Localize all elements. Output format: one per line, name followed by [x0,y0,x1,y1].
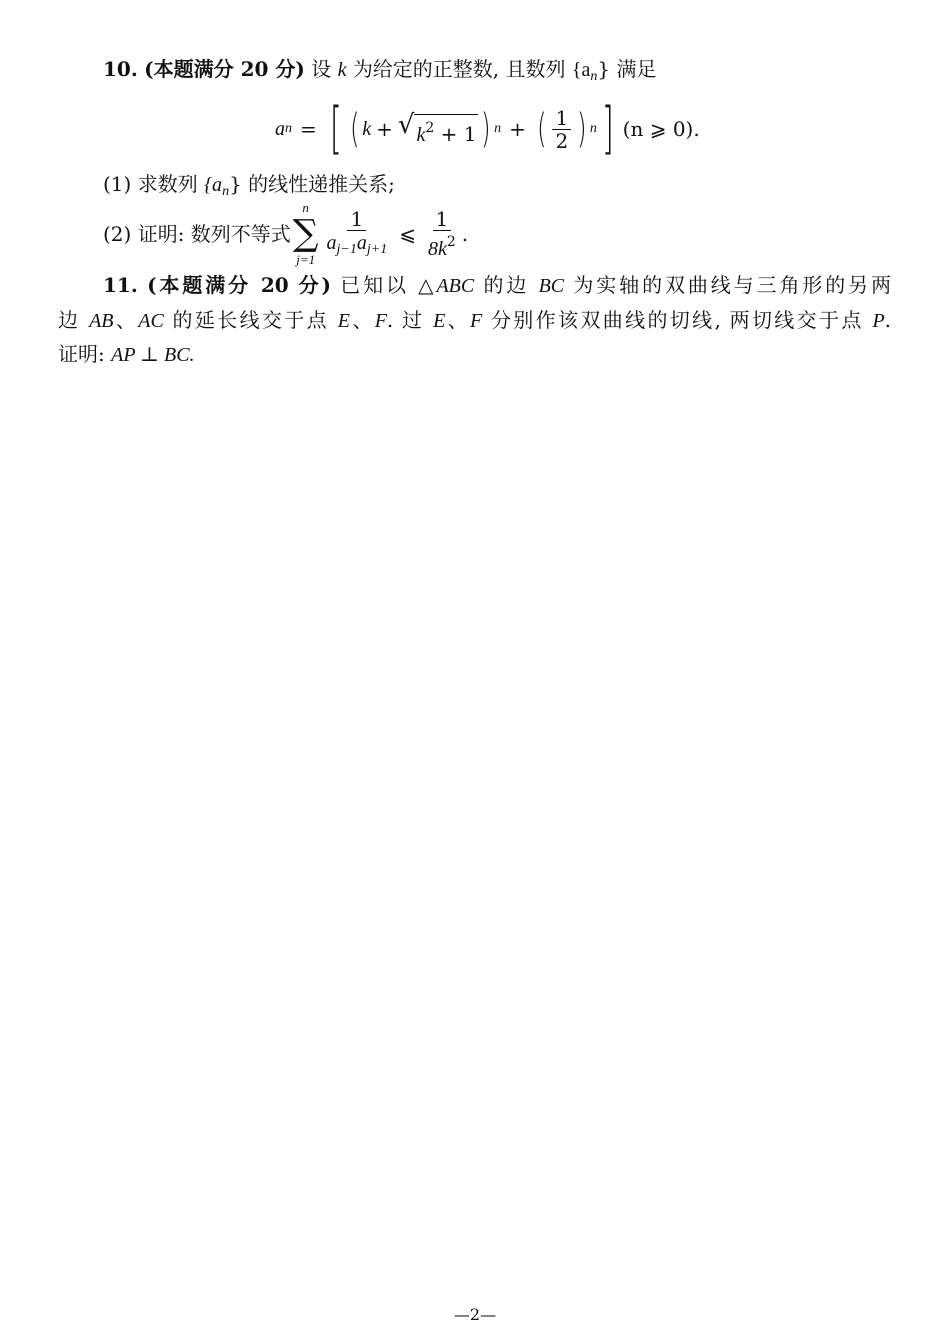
sequence-formula: a n = [ ( k + √ $k^2 + 1$ ) n + ( $\frac{1}{2}$ ) n ] (n ⩾ 0). [275,96,700,161]
sqrt-expression: √ $k^2 + 1$ [397,109,477,146]
problem-10-part-1: (1) 求数列 $\{a_n\}$ 的线性递推关系; [103,172,395,199]
summation: n ∑ j=1 [292,200,319,267]
problem-number: 11. [103,273,138,297]
problem-11-line-1: 11. (本题满分 20 分) 已知以 △ABC 的边 BC 为实轴的双曲线与三角形的另两 [103,273,892,297]
problem-11-line-3: 证明: AP ⊥ BC. [58,342,195,366]
page-number: —2— [453,1305,497,1324]
problem-score: (本题满分 20 分) [144,57,305,81]
problem-10-part-2: (2) 证明: 数列不等式 n ∑ j=1 $\frac{1}{a_{j-1}a_{j+1}}$ ⩽ $\frac{1}{8k^2}$ . [103,200,469,267]
problem-10-statement: 10. (本题满分 20 分) 设 k 为给定的正整数, 且数列 $\{a_n\}$ 满足 [103,57,657,84]
problem-11-line-2: 边 AB、AC 的延长线交于点 E、F. 过 E、F 分别作该双曲线的切线, 两切线交于点 P. [58,308,892,332]
problem-number: 10. [103,57,138,81]
problem-score: (本题满分 20 分) [147,273,331,297]
